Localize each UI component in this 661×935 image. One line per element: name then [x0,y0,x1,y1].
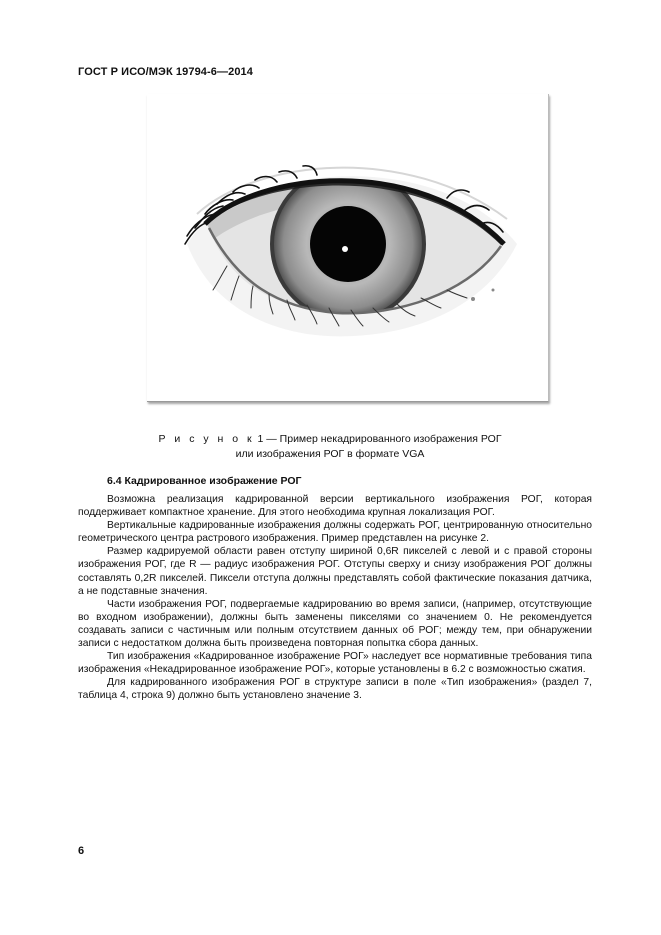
figure-image-frame [147,94,549,402]
paragraph: Размер кадрируемой области равен отступу шириной 0,6R пикселей с левой и с правой стороны изображения РОГ, где R — радиус изображения РОГ. Отступы сверху и снизу изображения РОГ должны составлять 0,2R пикселей. Пиксели отступа должны представлять собой фактические показания датчика, а не подставные значения. [78,546,592,597]
paragraph: Для кадрированного изображения РОГ в структуре записи в поле «Тип изображения» (раздел 7, таблица 4, строка 9) должно быть установлено значение 3. [78,677,592,702]
figure-caption-line1 [100,432,560,447]
document-header: ГОСТ Р ИСО/МЭК 19794-6—2014 [78,66,253,78]
figure-caption-line2: или изображения РОГ в формате VGA [235,448,425,460]
figure-caption-title: 1 — Пример некадрированного изображения РОГ [254,433,502,445]
paragraph: Части изображения РОГ, подвергаемые кадрированию во время записи, (например, отсутствующие во входном изображении), должны быть заменены пикселями со значением 0. Не рекомендуется создавать записи с частичным или полным отсутствием данных об РОГ; между тем, при обнаружении записи с недостатком должна быть произведена повторная попытка сбора данных. [78,598,592,650]
page-number: 6 [78,845,85,857]
eye-image [147,94,548,401]
paragraph: Тип изображения «Кадрированное изображение РОГ» наследует все нормативные требования типа изображения «Некадрированное изображение РОГ», которые установлены в 6.2 с возможностью сжатия. [78,651,592,676]
paragraph: Вертикальные кадрированные изображения должны содержать РОГ, центрированную относительно геометрического центра растрового изображения. Пример представлен на рисунке 2. [78,520,592,545]
section-body [78,493,592,703]
paragraph: Возможна реализация кадрированной версии вертикального изображения РОГ, которая поддерживает компактное хранение. Для этого необходима крупная локализация РОГ. [78,494,592,519]
figure-caption-label: Р и с у н о к [158,433,255,445]
section-heading: 6.4 Кадрированное изображение РОГ [107,475,302,487]
